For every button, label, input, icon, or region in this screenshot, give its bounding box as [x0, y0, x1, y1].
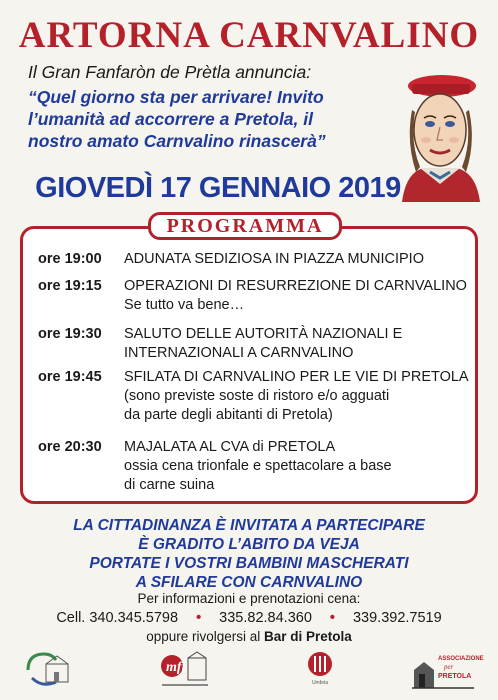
program-time: ore 19:15	[38, 278, 102, 294]
umbria-logo	[300, 648, 340, 692]
umbria-label: Umbria	[311, 680, 329, 686]
cta-line: È GRADITO L’ABITO DA VEJA	[138, 536, 360, 553]
phone-numbers	[0, 608, 498, 628]
program-time: ore 20:30	[38, 439, 102, 455]
info-line: Per informazioni e prenotazioni cena:	[137, 591, 361, 606]
assoc-text-3: PRETOLA	[438, 673, 472, 680]
quote-line: nostro amato Carnvalino rinascerà”	[28, 131, 326, 151]
program-line: MAJALATA AL CVA di PRETOLA	[124, 439, 336, 455]
program-line: OPERAZIONI DI RESURREZIONE DI CARNVALINO	[124, 278, 467, 294]
program-line: da parte degli abitanti di Pretola)	[124, 407, 333, 423]
cta-line: LA CITTADINANZA È INVITATA A PARTECIPARE	[73, 517, 425, 534]
main-title: ARTORNA CARNVALINO	[18, 15, 480, 56]
program-description	[124, 438, 478, 495]
event-date: GIOVEDÌ 17 GENNAIO 2019	[35, 172, 401, 204]
program-description	[124, 277, 478, 315]
quote-line: l’umanità ad accorrere a Pretola, il	[28, 109, 313, 129]
mfi-logo-text: mfi	[166, 660, 186, 675]
mfi-logo	[158, 648, 214, 692]
assoc-text-2: per	[444, 663, 454, 671]
program-description	[124, 368, 478, 425]
program-description	[124, 325, 478, 363]
bullet-separator: •	[196, 610, 202, 626]
cta-line: PORTATE I VOSTRI BAMBINI MASCHERATI	[89, 555, 409, 572]
program-line: SALUTO DELLE AUTORITÀ NAZIONALI E	[124, 326, 403, 342]
quote	[28, 86, 408, 152]
call-to-action	[0, 516, 498, 592]
program-line: di carne suina	[124, 477, 215, 493]
phone-number: Cell. 340.345.5798	[56, 610, 179, 626]
phone-number: 335.82.84.360	[219, 610, 312, 626]
associazione-pretola-logo	[410, 648, 484, 692]
program-line: ADUNATA SEDIZIOSA IN PIAZZA MUNICIPIO	[124, 251, 424, 267]
program-line: Se tutto va bene…	[124, 297, 245, 313]
phone-number: 339.392.7519	[352, 610, 442, 626]
bullet-separator: •	[329, 610, 335, 626]
assoc-text-1: ASSOCIAZIONE	[438, 656, 484, 662]
bar-name: Bar di Pretola	[264, 629, 352, 644]
program-line: (sono previste soste di ristoro e/o agguati	[124, 388, 390, 404]
bar-contact-line	[0, 628, 498, 646]
cm-logo	[22, 648, 76, 692]
program-heading: PROGRAMMA	[148, 212, 342, 240]
program-time: ore 19:45	[38, 369, 102, 385]
program-time: ore 19:30	[38, 326, 102, 342]
announcer-line: Il Gran Fanfaròn de Prètla annuncia:	[28, 62, 312, 82]
bar-prefix: oppure rivolgersi al	[146, 629, 261, 644]
program-line: ossia cena trionfale e spettacolare a base	[124, 458, 392, 474]
program-line: SFILATA DI CARNVALINO PER LE VIE DI PRETOLA	[124, 369, 469, 385]
program-line: INTERNAZIONALI A CARNVALINO	[124, 345, 354, 361]
quote-line: “Quel giorno sta per arrivare! Invito	[28, 87, 324, 107]
cta-line: A SFILARE CON CARNVALINO	[135, 574, 363, 591]
program-description	[124, 250, 478, 269]
program-time: ore 19:00	[38, 251, 102, 267]
